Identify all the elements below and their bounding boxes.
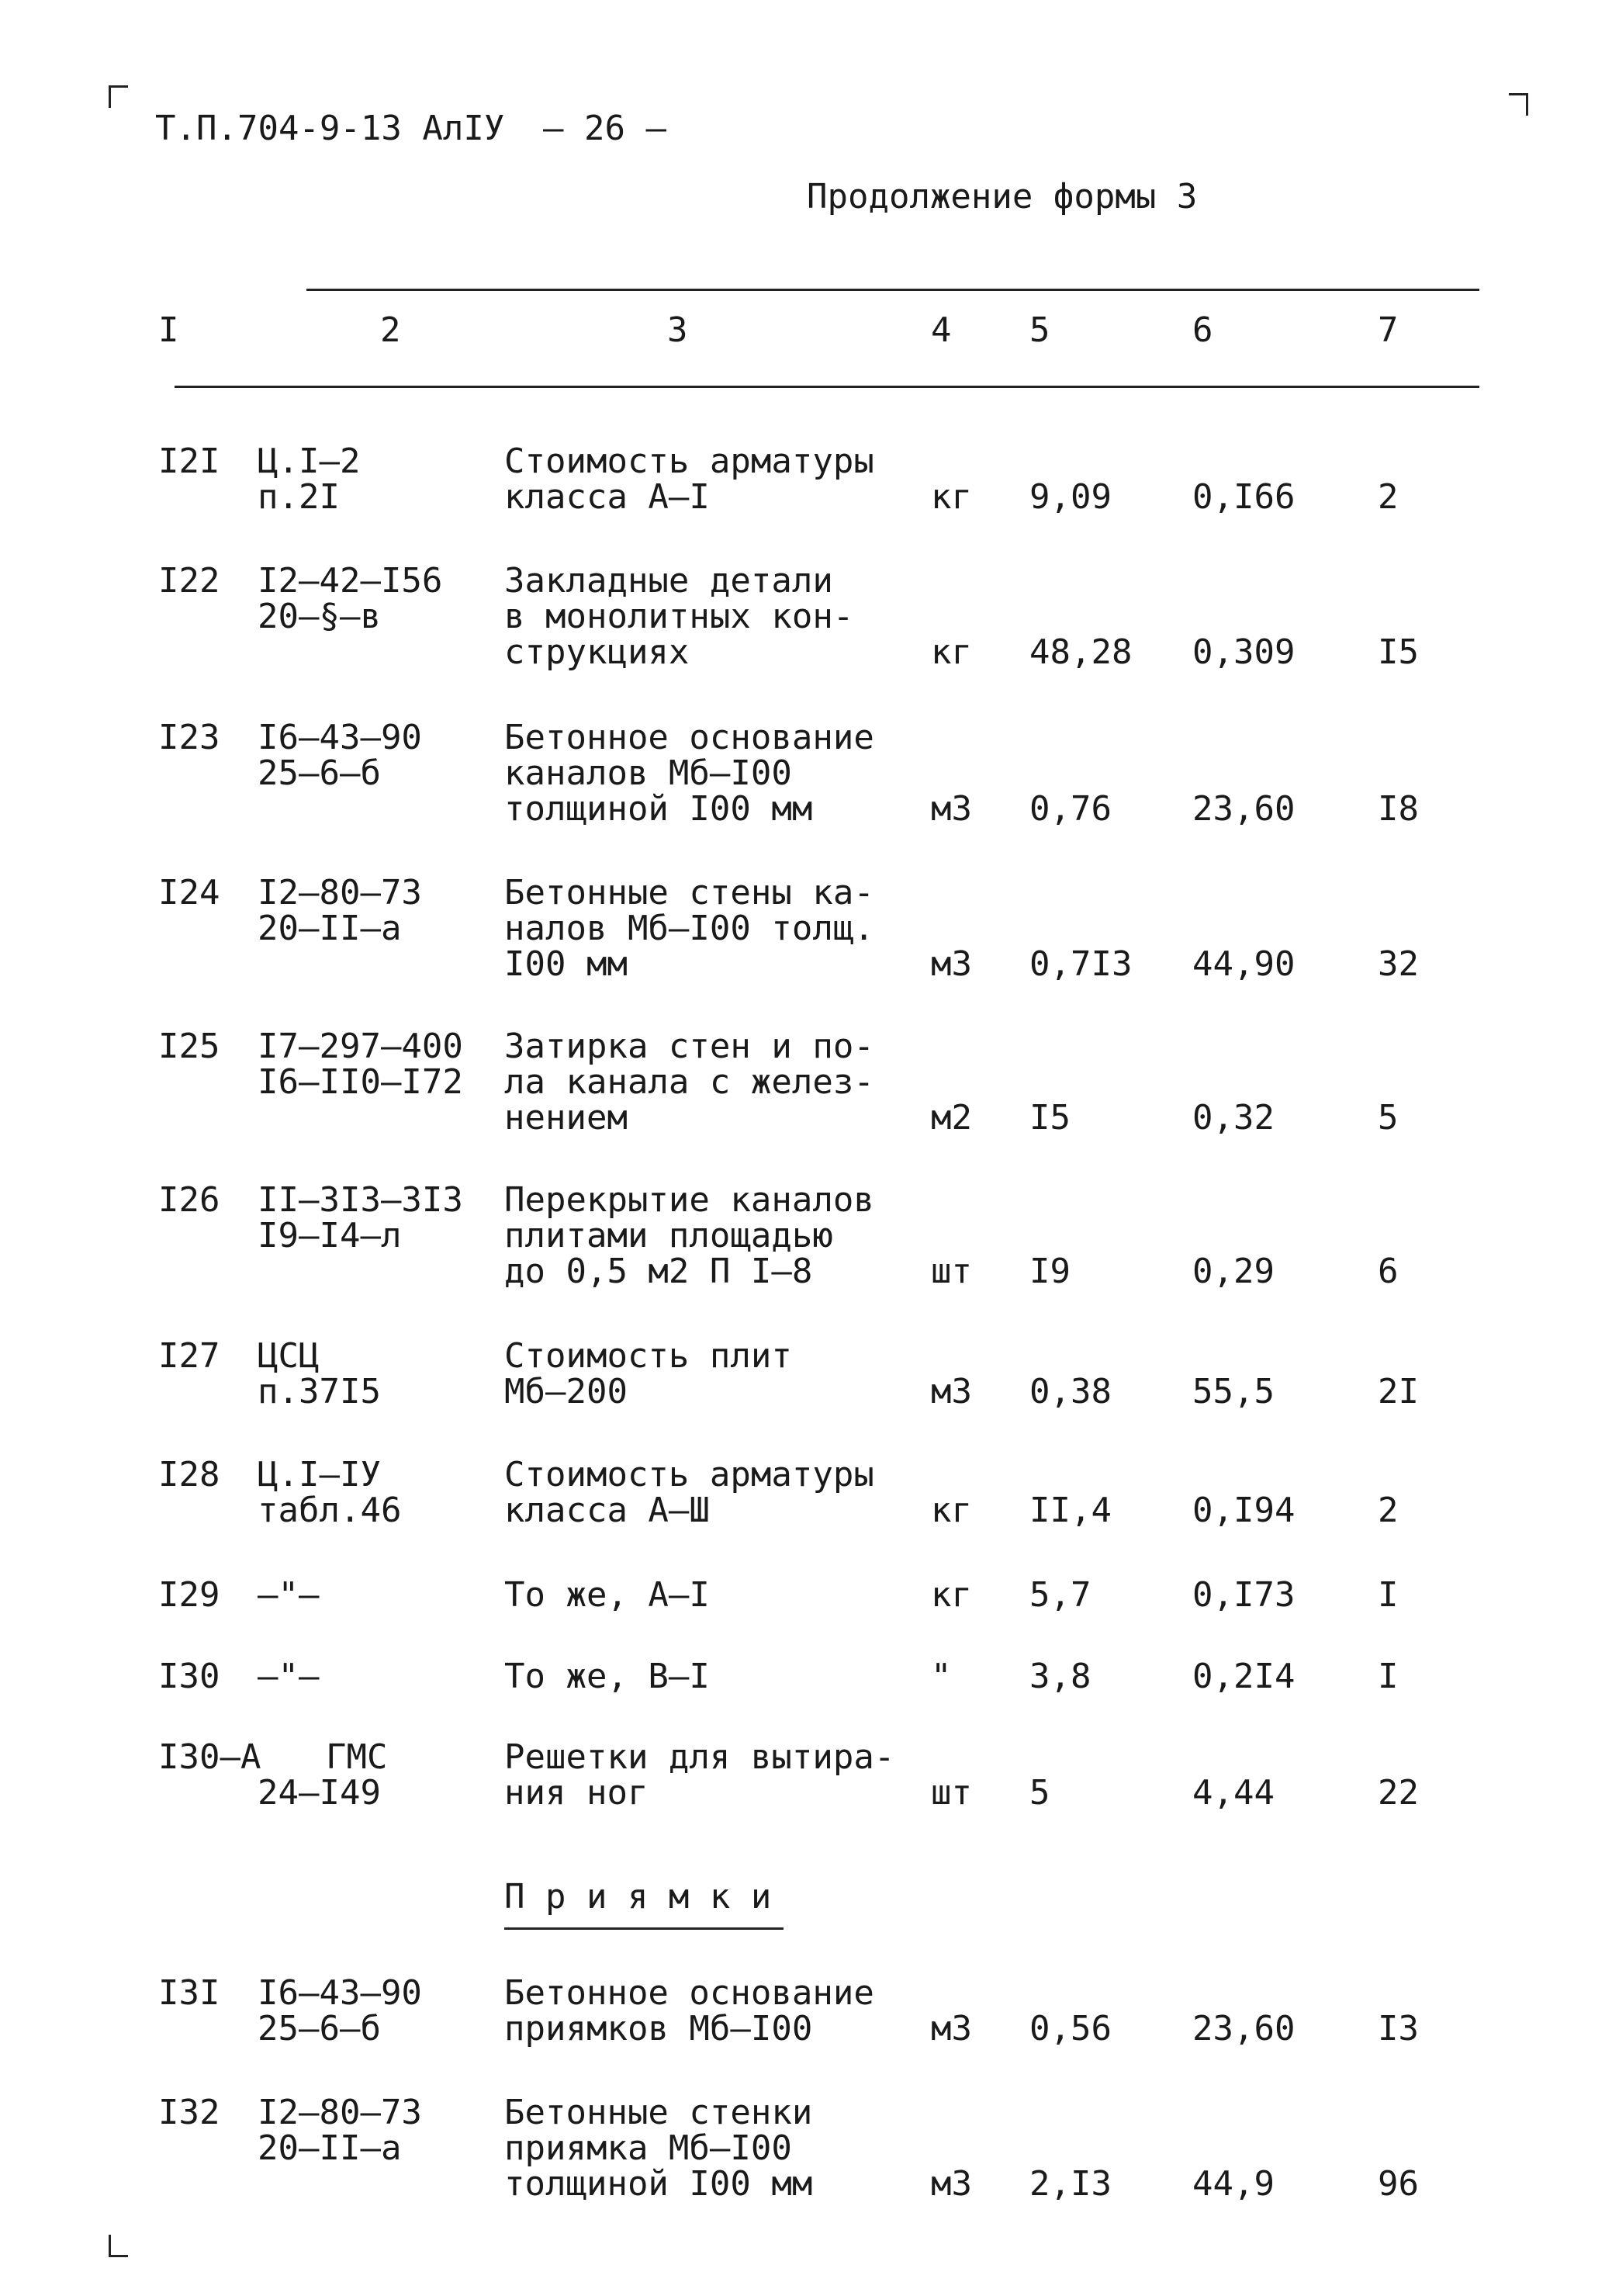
row-number: I2I bbox=[158, 442, 220, 481]
row-name-line: класса А–Ш bbox=[504, 1491, 710, 1530]
row-total: I5 bbox=[1378, 632, 1419, 672]
row-name-line: Стоимость арматуры bbox=[504, 1455, 874, 1494]
row-price: 0,32 bbox=[1192, 1098, 1275, 1138]
row-code-line: I6–43–90 bbox=[258, 1973, 422, 2013]
row-unit: м3 bbox=[931, 789, 972, 829]
row-total: I bbox=[1378, 1657, 1399, 1696]
row-name-line: Решетки для вытира- bbox=[504, 1737, 895, 1777]
row-name-line: Бетонное основание bbox=[504, 1973, 874, 2013]
section-title-underline bbox=[504, 1927, 784, 1930]
row-code-line: I7–297–400 bbox=[258, 1027, 463, 1066]
row-name-line: То же, А–I bbox=[504, 1575, 710, 1615]
document-reference: Т.П.704-9-13 АлIУ bbox=[155, 109, 505, 148]
row-total: I bbox=[1378, 1575, 1399, 1615]
row-price: 23,60 bbox=[1192, 2009, 1296, 2048]
row-quantity: 0,76 bbox=[1029, 789, 1112, 829]
row-quantity: 0,7I3 bbox=[1029, 944, 1133, 984]
row-number: I29 bbox=[158, 1575, 220, 1615]
corner-mark-top-right bbox=[1509, 93, 1528, 116]
row-name-line: Стоимость плит bbox=[504, 1336, 792, 1376]
form-continuation-title: Продолжение формы 3 bbox=[807, 177, 1198, 216]
row-name-line: Бетонные стенки bbox=[504, 2093, 813, 2132]
corner-mark-top-left bbox=[109, 85, 128, 108]
column-header-1: I bbox=[158, 310, 179, 350]
row-number: I30 bbox=[158, 1657, 220, 1696]
row-code-line: Ц.I–2 bbox=[258, 442, 361, 481]
row-number: I22 bbox=[158, 561, 220, 601]
row-price: 0,2I4 bbox=[1192, 1657, 1296, 1696]
row-quantity: 2,I3 bbox=[1029, 2164, 1112, 2204]
column-header-7: 7 bbox=[1378, 310, 1399, 350]
corner-mark-bottom-left bbox=[109, 2235, 128, 2257]
row-quantity: 9,09 bbox=[1029, 477, 1112, 517]
row-name-line: Бетонное основание bbox=[504, 718, 874, 757]
row-unit: м3 bbox=[931, 2164, 972, 2204]
row-code-line: 25–6–б bbox=[258, 2009, 381, 2048]
row-total: I3 bbox=[1378, 2009, 1419, 2048]
row-unit: кг bbox=[931, 477, 972, 517]
row-name-line: толщиной I00 мм bbox=[504, 789, 813, 829]
row-name-line: струкциях bbox=[504, 632, 690, 672]
row-code-line: п.2I bbox=[258, 477, 340, 517]
row-name-line: I00 мм bbox=[504, 944, 628, 984]
row-code-line: II–3I3–3I3 bbox=[258, 1180, 463, 1220]
row-code-line: п.37I5 bbox=[258, 1372, 381, 1411]
row-unit: кг bbox=[931, 1491, 972, 1530]
row-code-line: I2–80–73 bbox=[258, 2093, 422, 2132]
row-code-line: I6–II0–I72 bbox=[258, 1062, 463, 1102]
row-name-line: нением bbox=[504, 1098, 628, 1138]
row-name-line: Мб–200 bbox=[504, 1372, 628, 1411]
row-total: 5 bbox=[1378, 1098, 1399, 1138]
row-code-line: 20–§–в bbox=[258, 597, 381, 636]
row-number: I26 bbox=[158, 1180, 220, 1220]
row-price: 55,5 bbox=[1192, 1372, 1275, 1411]
row-unit: м2 bbox=[931, 1098, 972, 1138]
column-header-2: 2 bbox=[380, 310, 401, 350]
row-name-line: Закладные детали bbox=[504, 561, 833, 601]
row-total: 96 bbox=[1378, 2164, 1419, 2204]
row-code-line: 24–I49 bbox=[258, 1773, 381, 1813]
row-quantity: I9 bbox=[1029, 1252, 1071, 1291]
row-quantity: I5 bbox=[1029, 1098, 1071, 1138]
row-price: 4,44 bbox=[1192, 1773, 1275, 1813]
row-name-line: ния ног bbox=[504, 1773, 649, 1813]
column-header-3: 3 bbox=[667, 310, 688, 350]
row-name-line: плитами площадью bbox=[504, 1216, 833, 1255]
row-unit: шт bbox=[931, 1252, 972, 1291]
row-name-line: каналов Мб–I00 bbox=[504, 753, 792, 793]
row-quantity: 5,7 bbox=[1029, 1575, 1091, 1615]
row-name-line: Бетонные стены ка- bbox=[504, 873, 874, 913]
row-unit: м3 bbox=[931, 944, 972, 984]
row-unit: м3 bbox=[931, 1372, 972, 1411]
row-number: I30–А bbox=[158, 1737, 261, 1777]
row-price: 0,29 bbox=[1192, 1252, 1275, 1291]
column-header-5: 5 bbox=[1029, 310, 1050, 350]
row-name-line: налов Мб–I00 толщ. bbox=[504, 909, 874, 948]
row-unit: кг bbox=[931, 1575, 972, 1615]
row-price: 0,I66 bbox=[1192, 477, 1296, 517]
table-header-bottom-rule bbox=[175, 386, 1479, 388]
row-code-line: Ц.I–IУ bbox=[258, 1455, 381, 1494]
row-code-line: ГМС bbox=[326, 1737, 388, 1777]
row-code-line: 20–II–а bbox=[258, 2128, 402, 2168]
row-code-line: табл.46 bbox=[258, 1491, 402, 1530]
row-name-line: класса А–I bbox=[504, 477, 710, 517]
table-top-rule bbox=[306, 289, 1479, 291]
row-name-line: до 0,5 м2 П I–8 bbox=[504, 1252, 813, 1291]
column-header-4: 4 bbox=[931, 310, 952, 350]
row-price: 44,90 bbox=[1192, 944, 1296, 984]
row-name-line: ла канала с желез- bbox=[504, 1062, 874, 1102]
row-number: I3I bbox=[158, 1973, 220, 2013]
row-quantity: 0,56 bbox=[1029, 2009, 1112, 2048]
row-name-line: приямков Мб–I00 bbox=[504, 2009, 813, 2048]
row-name-line: толщиной I00 мм bbox=[504, 2164, 813, 2204]
row-total: 2 bbox=[1378, 477, 1399, 517]
row-name-line: Перекрытие каналов bbox=[504, 1180, 874, 1220]
row-unit: м3 bbox=[931, 2009, 972, 2048]
row-total: 2 bbox=[1378, 1491, 1399, 1530]
row-name-line: Затирка стен и по- bbox=[504, 1027, 874, 1066]
row-price: 0,I73 bbox=[1192, 1575, 1296, 1615]
row-price: 0,309 bbox=[1192, 632, 1296, 672]
row-code-line: 25–6–б bbox=[258, 753, 381, 793]
row-code-line: ЦСЦ bbox=[258, 1336, 320, 1376]
row-number: I27 bbox=[158, 1336, 220, 1376]
row-number: I28 bbox=[158, 1455, 220, 1494]
row-total: 6 bbox=[1378, 1252, 1399, 1291]
row-code-line: I2–42–I56 bbox=[258, 561, 443, 601]
row-price: 0,I94 bbox=[1192, 1491, 1296, 1530]
row-unit: " bbox=[931, 1657, 952, 1696]
row-number: I24 bbox=[158, 873, 220, 913]
row-unit: кг bbox=[931, 632, 972, 672]
column-header-6: 6 bbox=[1192, 310, 1213, 350]
row-quantity: 48,28 bbox=[1029, 632, 1133, 672]
row-total: I8 bbox=[1378, 789, 1419, 829]
row-code-line: –"– bbox=[258, 1657, 320, 1696]
row-price: 44,9 bbox=[1192, 2164, 1275, 2204]
row-name-line: в монолитных кон- bbox=[504, 597, 854, 636]
row-number: I32 bbox=[158, 2093, 220, 2132]
row-name-line: приямка Мб–I00 bbox=[504, 2128, 792, 2168]
row-number: I23 bbox=[158, 718, 220, 757]
page-number: – 26 – bbox=[543, 109, 666, 148]
row-total: 2I bbox=[1378, 1372, 1419, 1411]
row-unit: шт bbox=[931, 1773, 972, 1813]
section-title-priyamki: П р и я м к и bbox=[504, 1877, 772, 1917]
row-code-line: 20–II–а bbox=[258, 909, 402, 948]
row-quantity: 3,8 bbox=[1029, 1657, 1091, 1696]
row-number: I25 bbox=[158, 1027, 220, 1066]
row-total: 22 bbox=[1378, 1773, 1419, 1813]
row-quantity: 5 bbox=[1029, 1773, 1050, 1813]
row-quantity: II,4 bbox=[1029, 1491, 1112, 1530]
row-name-line: Стоимость арматуры bbox=[504, 442, 874, 481]
row-name-line: То же, В–I bbox=[504, 1657, 710, 1696]
row-code-line: I9–I4–л bbox=[258, 1216, 402, 1255]
row-total: 32 bbox=[1378, 944, 1419, 984]
row-quantity: 0,38 bbox=[1029, 1372, 1112, 1411]
row-code-line: I6–43–90 bbox=[258, 718, 422, 757]
row-code-line: I2–80–73 bbox=[258, 873, 422, 913]
row-price: 23,60 bbox=[1192, 789, 1296, 829]
row-code-line: –"– bbox=[258, 1575, 320, 1615]
